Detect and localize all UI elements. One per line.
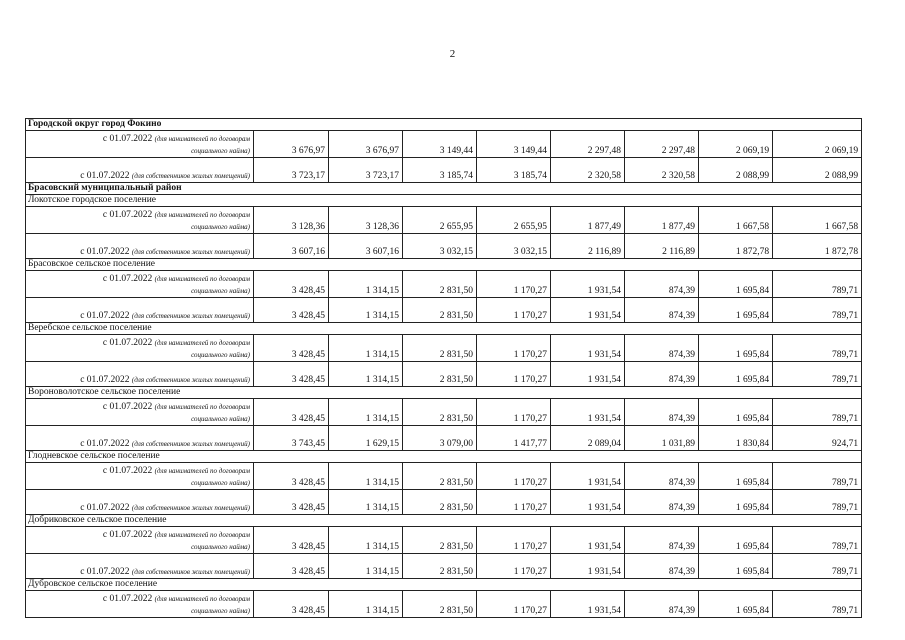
tariff-value: 874,39 [625,591,699,618]
tariff-value: 3 079,00 [403,426,477,451]
tariff-value: 2 655,95 [403,207,477,234]
effective-date: с 01.07.2022 [102,466,153,476]
page-number: 2 [449,48,456,60]
category-note: (для нанимателей по договорам [154,595,250,603]
tariff-value: 1 314,15 [329,399,403,426]
category-note-cont: социального найма) [191,147,250,155]
tariff-value: 1 667,58 [699,207,773,234]
tariff-value: 3 128,36 [254,207,329,234]
row-label [26,426,254,451]
tariff-value: 3 428,45 [254,399,329,426]
tariff-value: 1 931,54 [551,554,625,579]
tariff-row-social-rent [26,207,862,234]
tariff-value: 789,71 [773,527,862,554]
tariff-value: 1 314,15 [329,362,403,387]
tariff-value: 2 831,50 [403,490,477,515]
tariff-value: 3 428,45 [254,490,329,515]
tariff-value: 1 695,84 [699,298,773,323]
section-title: Брасовский муниципальный район [26,183,773,195]
tariff-value: 1 314,15 [329,298,403,323]
row-label [26,362,254,387]
header-cell-empty [773,323,862,335]
tariff-value: 789,71 [773,362,862,387]
tariff-value: 1 695,84 [699,527,773,554]
header-cell-empty [773,259,862,271]
tariff-value: 3 149,44 [403,131,477,158]
tariff-value: 1 314,15 [329,591,403,618]
category-note: (для нанимателей по договорам [154,531,250,539]
tariff-value: 789,71 [773,335,862,362]
tariff-value: 1 667,58 [773,207,862,234]
tariff-value: 3 428,45 [254,591,329,618]
tariff-value: 3 032,15 [477,234,551,259]
tariff-value: 1 314,15 [329,527,403,554]
category-note: (для нанимателей по договорам [154,403,250,411]
section-header-row [26,195,862,207]
tariff-value: 1 830,84 [699,426,773,451]
effective-date: с 01.07.2022 [102,210,153,220]
tariff-value: 789,71 [773,298,862,323]
section-header-row [26,579,862,591]
tariff-value: 1 931,54 [551,298,625,323]
tariff-value: 1 877,49 [551,207,625,234]
tariff-value: 1 170,27 [477,399,551,426]
effective-date: с 01.07.2022 [102,274,153,284]
tariff-value: 1 170,27 [477,362,551,387]
tariff-value: 1 695,84 [699,591,773,618]
category-note-cont: социального найма) [191,415,250,423]
tariff-value: 3 032,15 [403,234,477,259]
tariff-value: 3 428,45 [254,271,329,298]
tariff-row-owners [26,158,862,183]
tariff-value: 3 128,36 [329,207,403,234]
tariff-value: 789,71 [773,490,862,515]
header-cell-empty [773,515,862,527]
row-label [26,527,254,554]
tariff-value: 2 069,19 [773,131,862,158]
tariff-value: 2 297,48 [625,131,699,158]
tariff-value: 2 116,89 [625,234,699,259]
tariff-value: 3 723,17 [329,158,403,183]
row-label [26,158,254,183]
tariff-value: 1 877,49 [625,207,699,234]
tariff-value: 1 931,54 [551,463,625,490]
tariff-value: 874,39 [625,463,699,490]
category-note: (для собственников жилых помещений) [131,376,250,384]
tariff-value: 874,39 [625,335,699,362]
tariff-value: 1 931,54 [551,362,625,387]
section-title: Брасовское сельское поселение [26,259,773,271]
tariff-value: 3 607,16 [329,234,403,259]
section-header-row [26,183,862,195]
tariff-value: 874,39 [625,271,699,298]
tariff-value: 3 185,74 [403,158,477,183]
category-note: (для собственников жилых помещений) [131,440,250,448]
tariff-value: 1 170,27 [477,554,551,579]
tariff-value: 1 872,78 [773,234,862,259]
category-note: (для нанимателей по договорам [154,339,250,347]
table-body [26,119,862,618]
tariff-value: 3 676,97 [254,131,329,158]
section-header-row [26,119,862,131]
tariff-value: 1 314,15 [329,335,403,362]
tariff-value: 1 695,84 [699,271,773,298]
tariff-value: 3 676,97 [329,131,403,158]
tariff-value: 2 116,89 [551,234,625,259]
tariff-value: 874,39 [625,490,699,515]
tariff-value: 1 931,54 [551,271,625,298]
section-title: Веребское сельское поселение [26,323,773,335]
tariff-value: 2 831,50 [403,591,477,618]
tariff-value: 2 831,50 [403,335,477,362]
section-title: Добриковское сельское поселение [26,515,773,527]
tariff-row-owners [26,554,862,579]
tariff-value: 1 170,27 [477,591,551,618]
tariff-value: 1 695,84 [699,399,773,426]
tariff-value: 874,39 [625,527,699,554]
effective-date: с 01.07.2022 [102,338,153,348]
tariff-value: 2 069,19 [699,131,773,158]
tariff-value: 2 831,50 [403,399,477,426]
tariff-value: 2 320,58 [625,158,699,183]
tariff-row-owners [26,298,862,323]
section-header-row [26,515,862,527]
tariff-row-social-rent [26,527,862,554]
tariff-value: 1 931,54 [551,335,625,362]
header-cell-empty [773,451,862,463]
category-note: (для собственников жилых помещений) [131,312,250,320]
category-note: (для собственников жилых помещений) [131,248,250,256]
tariff-value: 2 831,50 [403,298,477,323]
header-cell-empty [773,195,862,207]
row-label [26,271,254,298]
section-title: Городской округ город Фокино [26,119,773,131]
tariff-value: 3 428,45 [254,362,329,387]
tariff-value: 789,71 [773,591,862,618]
tariff-value: 3 428,45 [254,554,329,579]
tariff-table [25,118,862,618]
tariff-value: 1 170,27 [477,463,551,490]
tariff-value: 1 695,84 [699,362,773,387]
effective-date: с 01.07.2022 [80,439,130,449]
row-label [26,298,254,323]
row-label [26,335,254,362]
row-label [26,591,254,618]
tariff-value: 1 314,15 [329,463,403,490]
tariff-value: 874,39 [625,399,699,426]
tariff-value: 1 931,54 [551,399,625,426]
row-label [26,463,254,490]
tariff-value: 3 428,45 [254,335,329,362]
tariff-value: 1 170,27 [477,335,551,362]
section-title: Локотское городское поселение [26,195,773,207]
category-note: (для собственников жилых помещений) [131,568,250,576]
tariff-value: 2 655,95 [477,207,551,234]
header-cell-empty [773,579,862,591]
section-header-row [26,259,862,271]
tariff-value: 1 417,77 [477,426,551,451]
section-header-row [26,323,862,335]
tariff-value: 3 149,44 [477,131,551,158]
tariff-value: 874,39 [625,554,699,579]
tariff-value: 1 170,27 [477,298,551,323]
effective-date: с 01.07.2022 [102,530,153,540]
tariff-value: 789,71 [773,399,862,426]
effective-date: с 01.07.2022 [80,311,130,321]
tariff-row-owners [26,234,862,259]
tariff-value: 2 831,50 [403,362,477,387]
effective-date: с 01.07.2022 [102,402,153,412]
tariff-row-social-rent [26,131,862,158]
tariff-value: 3 428,45 [254,298,329,323]
tariff-value: 874,39 [625,362,699,387]
tariff-value: 2 831,50 [403,554,477,579]
header-cell-empty [773,183,862,195]
category-note: (для собственников жилых помещений) [131,172,250,180]
tariff-row-social-rent [26,463,862,490]
tariff-value: 924,71 [773,426,862,451]
row-label [26,490,254,515]
tariff-value: 3 723,17 [254,158,329,183]
tariff-value: 789,71 [773,463,862,490]
tariff-value: 1 170,27 [477,271,551,298]
tariff-value: 3 185,74 [477,158,551,183]
effective-date: с 01.07.2022 [102,134,153,144]
effective-date: с 01.07.2022 [102,594,153,604]
category-note-cont: социального найма) [191,543,250,551]
category-note: (для нанимателей по договорам [154,275,250,283]
category-note: (для нанимателей по договорам [154,211,250,219]
tariff-value: 789,71 [773,554,862,579]
effective-date: с 01.07.2022 [80,247,130,257]
tariff-value: 1 931,54 [551,591,625,618]
effective-date: с 01.07.2022 [80,503,130,513]
row-label [26,234,254,259]
tariff-row-social-rent [26,591,862,618]
category-note-cont: социального найма) [191,287,250,295]
category-note: (для собственников жилых помещений) [131,504,250,512]
tariff-value: 1 629,15 [329,426,403,451]
tariff-row-social-rent [26,271,862,298]
section-title: Глодневское сельское поселение [26,451,773,463]
effective-date: с 01.07.2022 [80,567,130,577]
tariff-value: 789,71 [773,271,862,298]
tariff-value: 874,39 [625,298,699,323]
tariff-value: 2 320,58 [551,158,625,183]
tariff-row-owners [26,362,862,387]
category-note-cont: социального найма) [191,223,250,231]
tariff-value: 1 170,27 [477,490,551,515]
tariff-value: 1 314,15 [329,554,403,579]
tariff-value: 1 314,15 [329,271,403,298]
row-label [26,554,254,579]
effective-date: с 01.07.2022 [80,171,130,181]
tariff-row-social-rent [26,335,862,362]
tariff-value: 1 695,84 [699,335,773,362]
tariff-value: 3 428,45 [254,527,329,554]
tariff-row-owners [26,490,862,515]
tariff-value: 2 088,99 [699,158,773,183]
header-cell-empty [773,387,862,399]
row-label [26,399,254,426]
row-label [26,207,254,234]
tariff-value: 1 314,15 [329,490,403,515]
tariff-value: 2 088,99 [773,158,862,183]
effective-date: с 01.07.2022 [80,375,130,385]
category-note-cont: социального найма) [191,607,250,615]
tariff-value: 3 607,16 [254,234,329,259]
section-title: Дубровское сельское поселение [26,579,773,591]
tariff-value: 1 031,89 [625,426,699,451]
header-cell-empty [773,119,862,131]
tariff-value: 3 428,45 [254,463,329,490]
category-note-cont: социального найма) [191,351,250,359]
tariff-value: 2 831,50 [403,527,477,554]
tariff-value: 1 695,84 [699,554,773,579]
row-label [26,131,254,158]
tariff-value: 1 931,54 [551,490,625,515]
tariff-value: 2 297,48 [551,131,625,158]
category-note: (для нанимателей по договорам [154,467,250,475]
section-header-row [26,387,862,399]
tariff-value: 1 695,84 [699,463,773,490]
tariff-value: 3 743,45 [254,426,329,451]
section-header-row [26,451,862,463]
category-note: (для нанимателей по договорам [154,135,250,143]
section-title: Вороноволотское сельское поселение [26,387,773,399]
tariff-value: 2 831,50 [403,463,477,490]
tariff-value: 1 170,27 [477,527,551,554]
tariff-value: 2 089,04 [551,426,625,451]
tariff-value: 1 872,78 [699,234,773,259]
category-note-cont: социального найма) [191,479,250,487]
tariff-value: 1 931,54 [551,527,625,554]
tariff-row-owners [26,426,862,451]
tariff-value: 1 695,84 [699,490,773,515]
tariff-value: 2 831,50 [403,271,477,298]
tariff-row-social-rent [26,399,862,426]
